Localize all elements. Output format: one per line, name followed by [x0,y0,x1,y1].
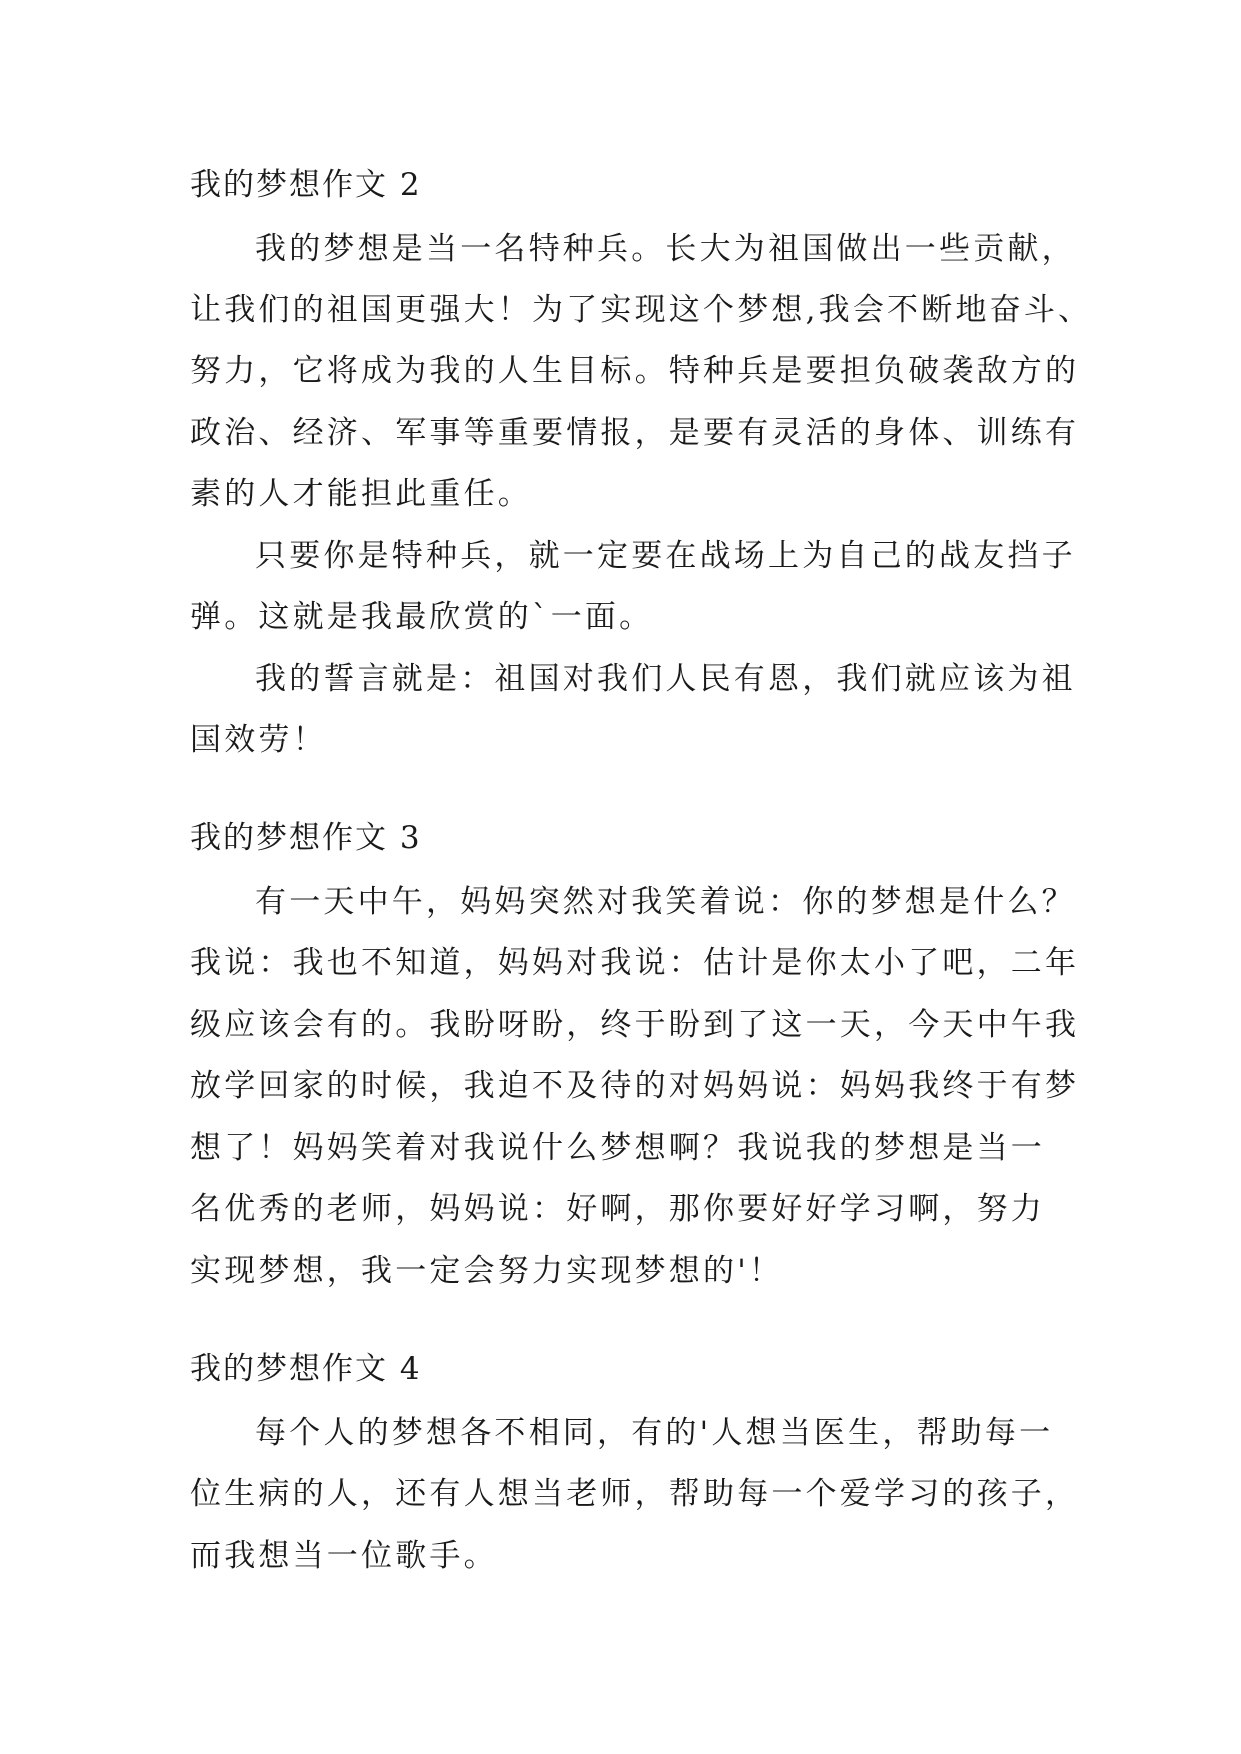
paragraph-line: 弹。这就是我最欣赏的`一面。 [190,599,654,635]
section-heading: 我的梦想作文 2 [190,167,422,203]
paragraph-line: 我的梦想是当一名特种兵。长大为祖国做出一些贡献， [255,231,1076,267]
paragraph-line: 而我想当一位歌手。 [190,1538,498,1574]
paragraph-line: 名优秀的老师，妈妈说：好啊，那你要好好学习啊，努力 [190,1191,1045,1227]
paragraph-line: 只要你是特种兵，就一定要在战场上为自己的战友挡子 [255,538,1076,574]
paragraph-line: 位生病的人，还有人想当老师，帮助每一个爱学习的孩子， [190,1476,1080,1512]
paragraph-line: 实现梦想，我一定会努力实现梦想的'！ [190,1253,784,1289]
paragraph-line: 让我们的祖国更强大！为了实现这个梦想,我会不断地奋斗、 [190,292,1093,328]
paragraph-line: 国效劳！ [190,722,327,758]
paragraph-line: 我说：我也不知道，妈妈对我说：估计是你太小了吧，二年 [190,945,1080,981]
paragraph-line: 级应该会有的。我盼呀盼，终于盼到了这一天，今天中午我 [190,1007,1080,1043]
paragraph-line: 有一天中午，妈妈突然对我笑着说：你的梦想是什么？ [255,884,1076,920]
paragraph-line: 努力，它将成为我的人生目标。特种兵是要担负破袭敌方的 [190,353,1080,389]
paragraph-line: 每个人的梦想各不相同，有的'人想当医生，帮助每一 [255,1415,1054,1451]
section-heading: 我的梦想作文 4 [190,1351,422,1387]
paragraph-line: 政治、经济、军事等重要情报，是要有灵活的身体、训练有 [190,415,1080,451]
paragraph-line: 我的誓言就是：祖国对我们人民有恩，我们就应该为祖 [255,661,1076,697]
paragraph-line: 放学回家的时候，我迫不及待的对妈妈说：妈妈我终于有梦 [190,1068,1080,1104]
paragraph-line: 素的人才能担此重任。 [190,476,532,512]
section-heading: 我的梦想作文 3 [190,820,422,856]
paragraph-line: 想了！妈妈笑着对我说什么梦想啊？我说我的梦想是当一 [190,1130,1045,1166]
